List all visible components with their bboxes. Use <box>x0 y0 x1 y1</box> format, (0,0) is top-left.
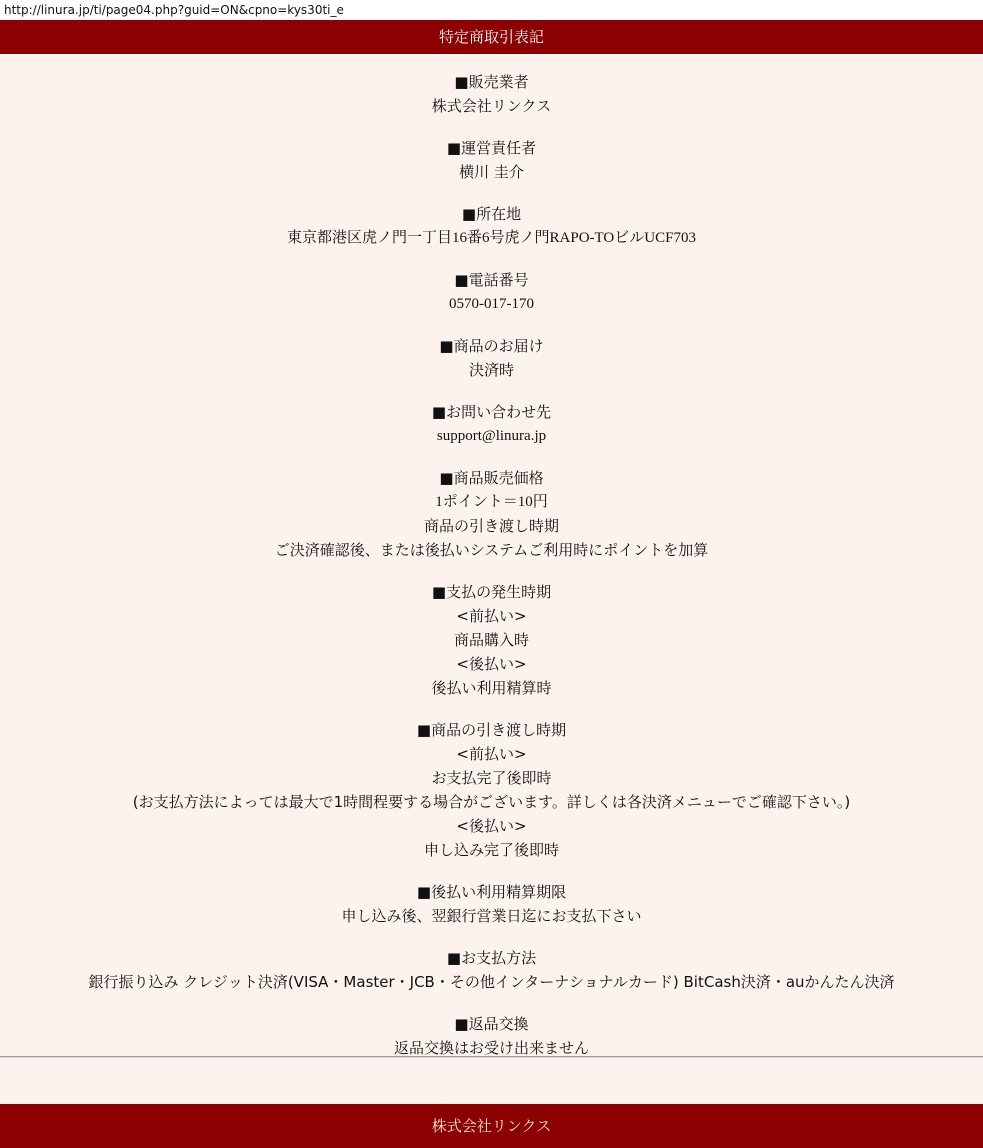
section-heading: ■返品交換 <box>454 1015 529 1033</box>
section-line: 1ポイント＝10円 <box>435 494 548 510</box>
section-heading: ■お問い合わせ先 <box>431 403 552 421</box>
section-line: 商品購入時 <box>453 631 529 649</box>
section-line: 後払い利用精算時 <box>431 679 552 697</box>
section-heading: ■支払の発生時期 <box>431 583 552 601</box>
section-line: support@linura.jp <box>436 428 547 444</box>
section-line: 申し込み後、翌銀行営業日迄にお支払下さい <box>341 907 642 925</box>
section-line: 横川 圭介 <box>459 163 524 181</box>
section-handover-timing <box>0 718 983 862</box>
section-line: 銀行振り込み クレジット決済(VISA・Master・JCB・その他インターナショナルカード) BitCash決済・auかんたん決済 <box>88 973 895 991</box>
section-heading: ■販売業者 <box>454 73 529 91</box>
section-manager <box>0 136 983 184</box>
section-heading: ■所在地 <box>461 205 522 223</box>
section-line: <前払い> <box>456 607 527 625</box>
section-heading: ■後払い利用精算期限 <box>416 883 567 901</box>
section-line: 0570-017-170 <box>449 296 534 312</box>
section-line: 申し込み完了後即時 <box>423 841 559 859</box>
section-delivery <box>0 334 983 382</box>
footer-company-name: 株式会社リンクス <box>431 1117 552 1135</box>
section-price <box>0 466 983 562</box>
section-heading: ■商品の引き渡し時期 <box>416 721 567 739</box>
section-heading: ■商品販売価格 <box>439 469 544 487</box>
section-address <box>0 202 983 250</box>
page-title-bar <box>0 20 983 54</box>
section-line: ご決済確認後、または後払いシステムご利用時にポイントを加算 <box>274 541 709 559</box>
section-line: お支払完了後即時 <box>431 769 552 787</box>
section-line: 商品の引き渡し時期 <box>423 517 559 535</box>
section-line: <後払い> <box>456 655 527 673</box>
section-heading: ■運営責任者 <box>446 139 537 157</box>
section-line: 返品交換はお受け出来ません <box>393 1039 589 1057</box>
section-heading: ■電話番号 <box>454 271 529 289</box>
section-line: 東京都港区虎ノ門一丁目16番6号虎ノ門RAPO-TOビルUCF703 <box>287 230 696 246</box>
section-heading: ■商品のお届け <box>439 337 544 355</box>
section-phone <box>0 268 983 316</box>
section-line: <後払い> <box>456 817 527 835</box>
footer-bar <box>0 1104 983 1148</box>
section-payment-methods <box>0 946 983 994</box>
section-line: (お支払方法によっては最大で1時間程要する場合がございます。詳しくは各決済メニューでご確認下さい。) <box>132 793 851 811</box>
section-payment-timing <box>0 580 983 700</box>
section-seller <box>0 70 983 118</box>
section-heading: ■お支払方法 <box>446 949 537 967</box>
section-line: 株式会社リンクス <box>431 97 552 115</box>
horizontal-divider <box>0 1056 983 1058</box>
page-title: 特定商取引表記 <box>438 28 544 46</box>
address-bar[interactable]: http://linura.jp/ti/page04.php?guid=ON&cpno=kys30ti_e <box>0 0 983 20</box>
legal-notice-content <box>0 54 983 1060</box>
section-line: <前払い> <box>456 745 527 763</box>
section-deferred-deadline <box>0 880 983 928</box>
section-line: 決済時 <box>468 361 514 379</box>
section-contact <box>0 400 983 448</box>
section-returns <box>0 1012 983 1060</box>
